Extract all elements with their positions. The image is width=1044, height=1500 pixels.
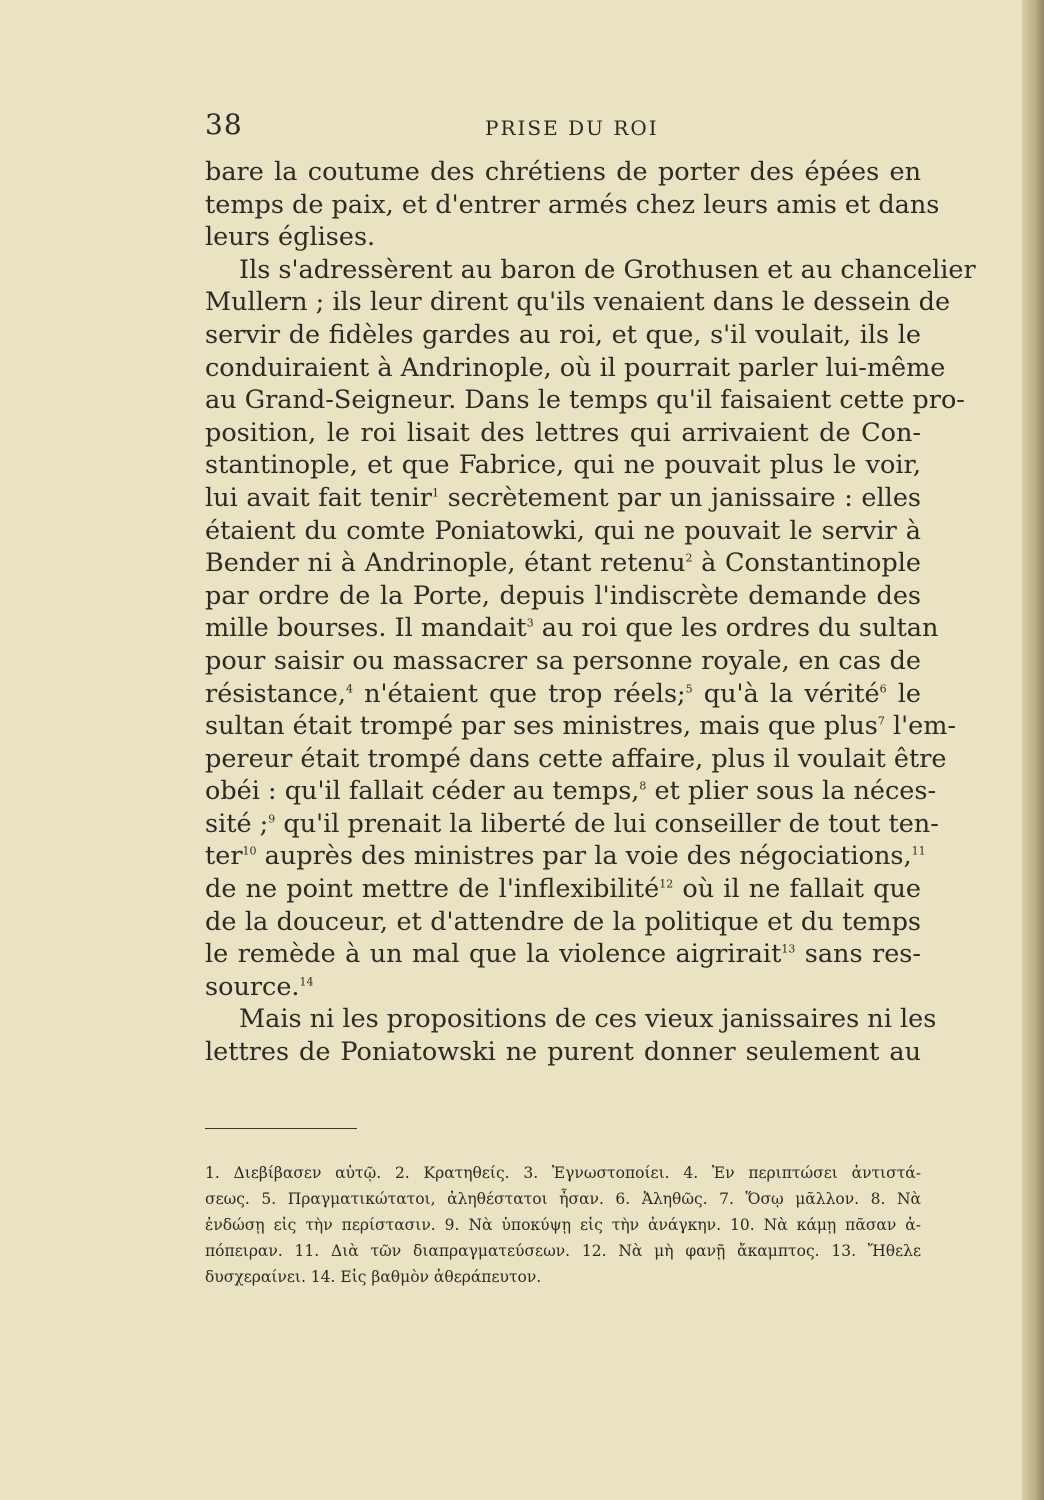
footnote-ref: 3 — [526, 616, 534, 630]
footnotes — [205, 1160, 921, 1290]
text-line: le remède à un mal que la violence aigrirait$^{13}$ sans res- — [205, 939, 921, 970]
footnote-ref: 9 — [268, 812, 276, 826]
footnote-ref: 5 — [685, 682, 693, 695]
text-line: sultan était trompé par ses ministres, mais que plus$^7$ l'em- — [205, 711, 957, 742]
footnote-ref: 10 — [242, 844, 257, 858]
text-line: résistance,$^4$ n'étaient que trop réels;$^5$ qu'à la vérité$^6$ le — [205, 678, 921, 709]
running-title: PRISE DU ROI — [485, 116, 659, 140]
paragraph-2 — [205, 254, 976, 1004]
text-line: de ne point mettre de l'inflexibilité$^{12}$ où il ne fallait que — [205, 874, 921, 905]
footnote-line: πόπειραν. 11. Διὰ τῶν διαπραγματεύσεων. 12. Νὰ μὴ φανῇ ἄκαμπτος. 13. Ἤθελε — [205, 1242, 921, 1260]
text-line: Bender ni à Andrinople, étant retenu$^2$ à Constantinople — [205, 548, 921, 579]
text-line: ter$^{10}$ auprès des ministres par la voie des négociations,$^{11}$ — [205, 841, 926, 872]
text-line: bare la coutume des chrétiens de porter des épées en — [205, 157, 921, 187]
text-line: sité ;$^9$ qu'il prenait la liberté de lui conseiller de tout ten- — [205, 808, 939, 839]
text-line: lettres de Poniatowski ne purent donner seulement au — [205, 1037, 921, 1068]
text-line: servir de fidèles gardes au roi, et que, s'il voulait, ils le — [205, 319, 921, 350]
text-line: temps de paix, et d'entrer armés chez leurs amis et dans — [205, 189, 940, 220]
text-line: pereur était trompé dans cette affaire, plus il voulait être — [205, 743, 947, 774]
text-line: Ils s'adressèrent au baron de Grothusen et au chancelier — [239, 254, 976, 285]
footnote-ref: 13 — [781, 942, 796, 956]
text-line: leurs églises. — [205, 222, 376, 253]
footnote-ref: 1 — [431, 486, 439, 500]
paragraph-3 — [205, 1003, 937, 1068]
footnote-line: 1. Διεβίβασεν αὐτῷ. 2. Κρατηθείς. 3. Ἐγνωστοποίει. 4. Ἐν περιπτώσει ἀντιστά- — [205, 1164, 921, 1182]
text-line: Mullern ; ils leur dirent qu'ils venaient dans le dessein de — [205, 287, 951, 318]
text-line: obéi : qu'il fallait céder au temps,$^8$ et plier sous la néces- — [205, 776, 937, 807]
text-line: lui avait fait tenir$^1$ secrètement par un janissaire : elles — [205, 482, 921, 513]
main-text — [205, 156, 976, 1069]
text-line: pour saisir ou massacrer sa personne royale, en cas de — [205, 645, 921, 676]
footnote-ref: 6 — [879, 682, 887, 695]
text-line: étaient du comte Poniatowki, qui ne pouvait le servir à — [205, 515, 921, 546]
text-line: position, le roi lisait des lettres qui arrivaient de Con- — [205, 417, 921, 448]
paragraph-1 — [205, 156, 940, 254]
footnote-divider — [205, 1128, 357, 1129]
footnote-ref: 2 — [685, 551, 693, 565]
text-line: stantinople, et que Fabrice, qui ne pouvait plus le voir, — [205, 450, 921, 481]
footnote-ref: 4 — [345, 682, 353, 695]
footnote-ref: 14 — [299, 975, 314, 989]
text-line: de la douceur, et d'attendre de la politique et du temps — [205, 906, 921, 937]
page-number: 38 — [205, 108, 243, 141]
footnote-ref: 11 — [911, 844, 926, 858]
footnote-line: δυσχεραίνει. 14. Εἰς βαθμὸν ἀθεράπευτον. — [205, 1268, 542, 1286]
text-line: conduiraient à Andrinople, où il pourrait parler lui-même — [205, 352, 946, 383]
footnote-ref: 12 — [659, 877, 674, 891]
running-header — [205, 108, 925, 148]
footnote-line: σεως. 5. Πραγματικώτατοι, ἀληθέστατοι ἦσαν. 6. Ἀληθῶς. 7. Ὅσῳ μᾶλλον. 8. Νὰ — [205, 1190, 921, 1208]
text-line: Mais ni les propositions de ces vieux janissaires ni les — [239, 1004, 937, 1035]
footnote-ref: 8 — [639, 779, 647, 793]
text-line: source.$^{14}$ — [205, 971, 314, 1002]
text-line: au Grand-Seigneur. Dans le temps qu'il faisaient cette pro- — [205, 385, 965, 416]
footnote-line: ἐνδώσῃ εἰς τὴν περίστασιν. 9. Νὰ ὑποκύψῃ εἰς τὴν ἀνάγκην. 10. Νὰ κάμῃ πᾶσαν ἀ- — [205, 1216, 921, 1234]
text-line: par ordre de la Porte, depuis l'indiscrète demande des — [205, 580, 921, 611]
footnote-ref: 7 — [877, 714, 885, 728]
text-line: mille bourses. Il mandait$^3$ au roi que les ordres du sultan — [205, 613, 939, 644]
page-edge — [1022, 0, 1044, 1500]
